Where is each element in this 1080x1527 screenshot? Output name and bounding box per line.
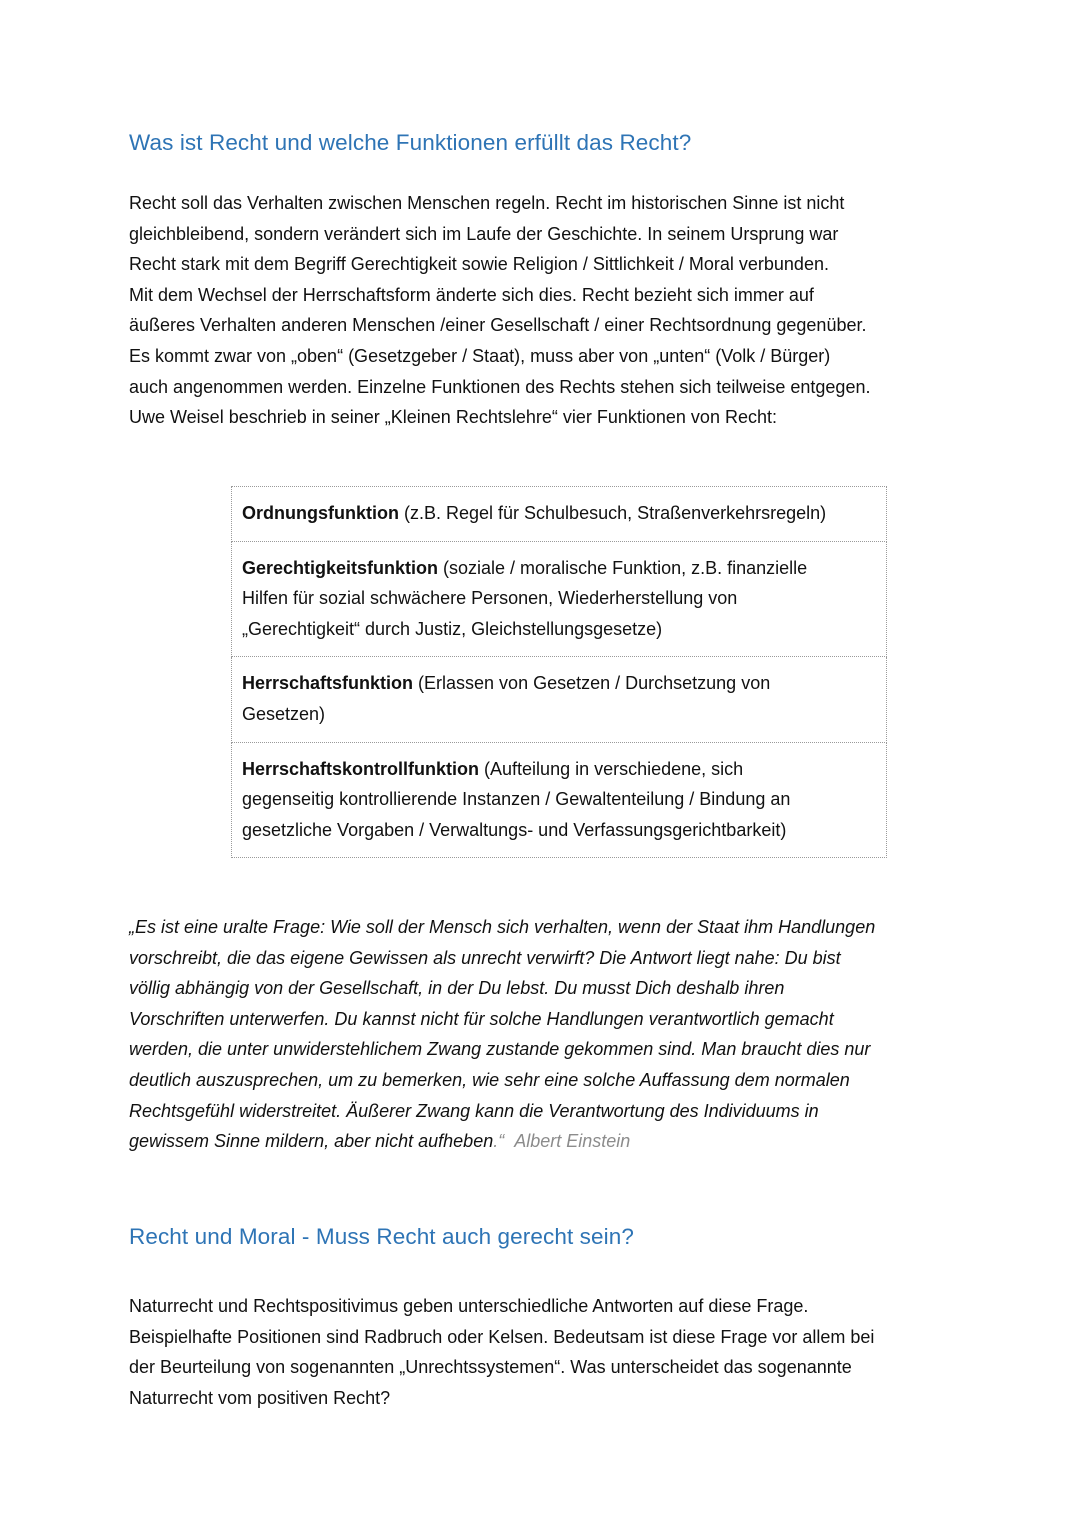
function-name: Herrschaftsfunktion [242, 673, 414, 694]
cell-line [242, 498, 876, 529]
cell-line [242, 553, 876, 584]
section-heading-recht-funktionen: Was ist Recht und welche Funktionen erfüllt das Recht? [129, 130, 692, 155]
function-description: (soziale / moralische Funktion, z.B. finanzielle [438, 557, 808, 578]
cell-line: gesetzliche Vorgaben / Verwaltungs- und Verfassungsgerichtbarkeit) [242, 819, 787, 840]
cell-line: Hilfen für sozial schwächere Personen, Wiederherstellung von [242, 588, 738, 609]
table-cell [232, 541, 887, 657]
cell-line [242, 754, 876, 785]
quote-line: vorschreibt, die das eigene Gewissen als unrecht verwirft? Die Antwort liegt nahe: Du bist [129, 947, 841, 968]
quote-author: Albert Einstein [514, 1131, 631, 1152]
paragraph-line: Naturrecht und Rechtspositivimus geben unterschiedliche Antworten auf diese Frage. [129, 1296, 809, 1316]
paragraph-line: Uwe Weisel beschrieb in seiner „Kleinen Rechtslehre“ vier Funktionen von Recht: [129, 407, 777, 428]
quote-line: „Es ist eine uralte Frage: Wie soll der Mensch sich verhalten, wenn der Staat ihm Handlungen [129, 917, 876, 937]
einstein-quote [129, 912, 959, 1157]
paragraph-line: Recht soll das Verhalten zwischen Menschen regeln. Recht im historischen Sinne ist nicht [129, 193, 845, 213]
quote-line: werden, die unter unwiderstehlichem Zwang zustande gekommen sind. Man braucht dies nur [129, 1039, 871, 1060]
cell-line: gegenseitig kontrollierende Instanzen / Gewaltenteilung / Bindung an [242, 789, 791, 810]
quote-line [129, 1126, 959, 1157]
paragraph-line: Mit dem Wechsel der Herrschaftsform änderte sich dies. Recht bezieht sich immer auf [129, 284, 814, 305]
table-cell [232, 487, 887, 542]
intro-paragraph [129, 188, 959, 433]
function-description: (Erlassen von Gesetzen / Durchsetzung von [413, 673, 771, 694]
function-name: Ordnungsfunktion [242, 503, 399, 523]
table-cell [232, 657, 887, 742]
quote-line: Vorschriften unterwerfen. Du kannst nicht für solche Handlungen verantwortlich gemacht [129, 1008, 834, 1029]
function-description: (z.B. Regel für Schulbesuch, Straßenverkehrsregeln) [398, 503, 827, 523]
table-row-ordnungsfunktion [232, 487, 887, 542]
paragraph-line: Beispielhafte Positionen sind Radbruch oder Kelsen. Bedeutsam ist diese Frage vor allem bei [129, 1326, 875, 1347]
table-row-herrschaftsfunktion [232, 657, 887, 742]
functions-table [231, 486, 887, 858]
table-row-gerechtigkeitsfunktion [232, 541, 887, 657]
naturrecht-paragraph [129, 1291, 959, 1413]
cell-line: Gesetzen) [242, 703, 326, 724]
paragraph-line: der Beurteilung von sogenannten „Unrechtssystemen“. Was unterscheidet das sogenannte [129, 1357, 852, 1378]
quote-line: völlig abhängig von der Gesellschaft, in der Du lebst. Du musst Dich deshalb ihren [129, 978, 785, 999]
paragraph-line: auch angenommen werden. Einzelne Funktionen des Rechts stehen sich teilweise entgegen. [129, 376, 871, 397]
cell-line: „Gerechtigkeit“ durch Justiz, Gleichstellungsgesetze) [242, 618, 663, 639]
table-row-herrschaftskontrollfunktion [232, 742, 887, 858]
quote-last-text: gewissem Sinne mildern, aber nicht aufheben [129, 1131, 494, 1152]
section-heading-recht-moral: Recht und Moral - Muss Recht auch gerecht sein? [129, 1224, 634, 1249]
quote-line: Rechtsgefühl widerstreitet. Äußerer Zwang kann die Verantwortung des Individuums in [129, 1100, 819, 1121]
function-name: Herrschaftskontrollfunktion [242, 758, 480, 779]
table-cell [232, 742, 887, 858]
quote-line: deutlich auszusprechen, um zu bemerken, wie sehr eine solche Auffassung dem normalen [129, 1069, 850, 1090]
paragraph-line: Es kommt zwar von „oben“ (Gesetzgeber / Staat), muss aber von „unten“ (Volk / Bürger) [129, 345, 831, 366]
paragraph-line: gleichbleibend, sondern verändert sich im Laufe der Geschichte. In seinem Ursprung war [129, 223, 839, 244]
function-name: Gerechtigkeitsfunktion [242, 557, 439, 578]
quote-closing-mark: .“ [493, 1131, 505, 1152]
paragraph-line: äußeres Verhalten anderen Menschen /einer Gesellschaft / einer Rechtsordnung gegenüber. [129, 315, 867, 336]
cell-line [242, 668, 876, 699]
function-description: (Aufteilung in verschiedene, sich [479, 758, 744, 779]
paragraph-line: Recht stark mit dem Begriff Gerechtigkeit sowie Religion / Sittlichkeit / Moral verbunden. [129, 254, 829, 275]
paragraph-line: Naturrecht vom positiven Recht? [129, 1387, 391, 1408]
